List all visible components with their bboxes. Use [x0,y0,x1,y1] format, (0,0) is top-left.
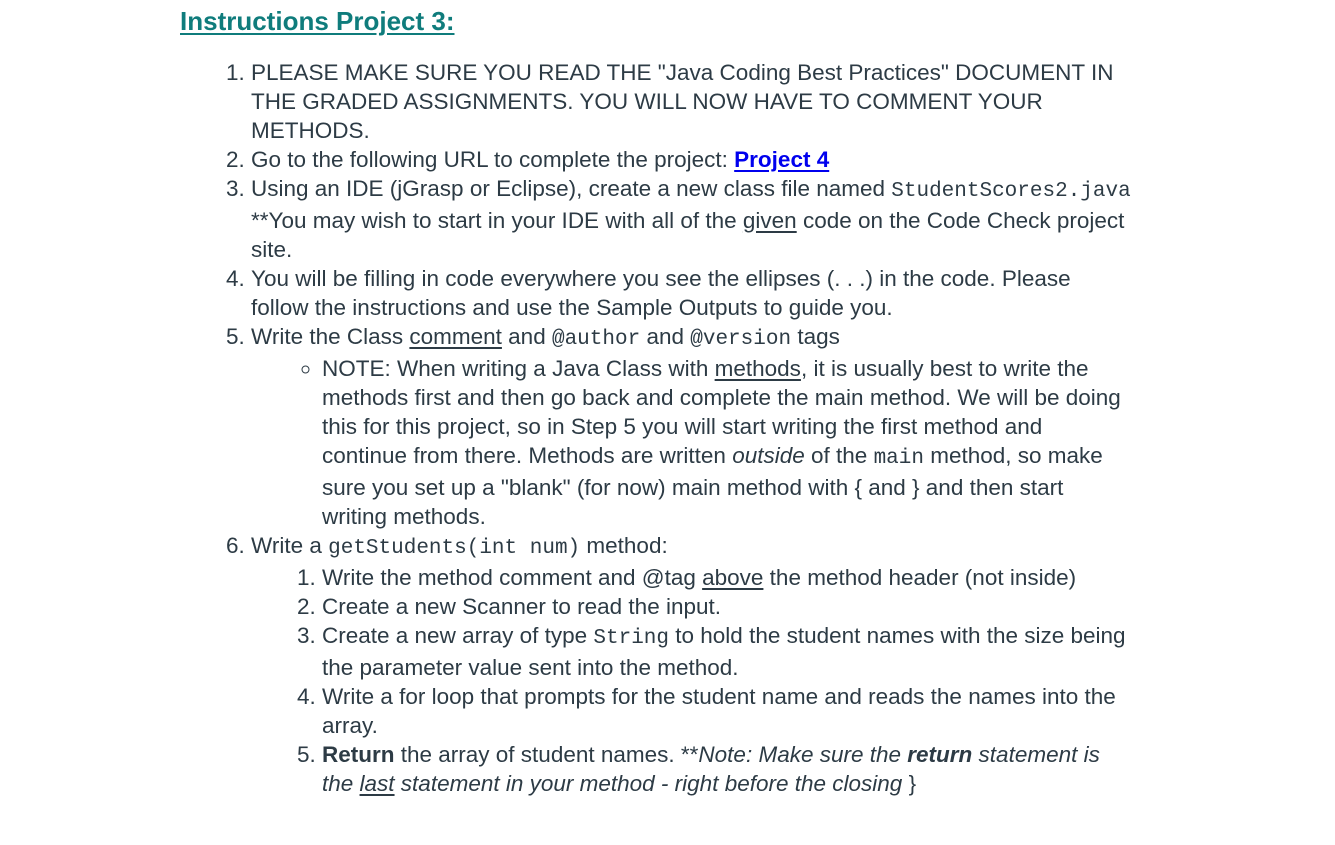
step-5-notes [251,354,1131,531]
note-part-b: statement is the [322,742,1100,796]
version-tag-code: @version [690,328,792,351]
closing-brace: } [908,771,917,796]
page-title: Instructions Project 3: [180,6,455,36]
step-4-text: You will be filling in code everywhere you see the ellipses (. . .) in the code. Please follow the instructions and use the Sample Outputs to guide you. [251,266,1071,320]
step-1 [251,58,1131,145]
step-5-text-b: and [501,324,552,349]
substep-2 [322,592,1131,621]
methods-underlined: methods [714,356,801,381]
last-underlined: last [359,771,395,796]
substep-1-text-a: Write the method comment and @tag [322,565,703,590]
substep-3-text-a: Create a new array of type [322,623,594,648]
step-2 [251,145,1131,174]
return-keyword-bold: return [907,742,973,767]
step-1-text: PLEASE MAKE SURE YOU READ THE "Java Coding Best Practices" DOCUMENT IN THE GRADED ASSIGNMENTS. YOU WILL NOW HAVE TO COMMENT YOUR METHODS. [251,60,1114,143]
string-type-code: String [593,627,670,650]
note-text-a: NOTE: When writing a Java Class with [322,356,715,381]
project-4-link[interactable]: Project 4 [734,147,830,172]
author-tag-code: @author [551,328,641,351]
note-part-c: statement in your method - right before the closing [394,771,903,796]
step-6-text-b: method: [580,533,668,558]
substep-5 [322,740,1131,798]
step-5 [251,322,1131,531]
step-5-note [322,354,1131,531]
outside-italic: outside [732,443,805,468]
main-code: main [873,447,924,470]
note-text-d: method, so make sure you set up a "blank" (for now) main method with { and } and then start writing methods. [322,443,1103,529]
step-6-text-a: Write a [251,533,329,558]
step-3 [251,174,1131,264]
file-name-code: StudentScores2.java [891,180,1131,203]
return-bold: Return [322,742,395,767]
substep-3-text-b: to hold the student names with the size being the parameter value sent into the method. [322,623,1126,680]
note-text-b: , it is usually best to write the methods first and then go back and complete the main method. We will be doing this for this project, so in Step 5 you will start writing the first method and continue from there. Methods are written [322,356,1121,468]
comment-underlined: comment [409,324,502,349]
step-6 [251,531,1131,798]
note-part-a: Note: Make sure the [698,742,908,767]
step-3-text-c: code on the Code Check project site. [251,208,1125,262]
substep-1-text-b: the method header (not inside) [763,565,1077,590]
step-5-text-d: tags [791,324,840,349]
steps-list [220,58,1131,798]
method-signature-code: getStudents(int num) [328,537,581,560]
step-3-text-a: Using an IDE (jGrasp or Eclipse), create a new class file named [251,176,892,201]
above-underlined: above [702,565,764,590]
step-4 [251,264,1131,322]
substep-4-text: Write a for loop that prompts for the student name and reads the names into the array. [322,684,1116,738]
substep-3 [322,621,1131,682]
substep-4 [322,682,1131,740]
given-underlined: given [742,208,797,233]
substep-1 [322,563,1131,592]
substep-2-text: Create a new Scanner to read the input. [322,594,722,619]
step-6-substeps [251,563,1131,798]
substep-5-text-a: the array of student names. ** [394,742,699,767]
step-5-text-c: and [640,324,691,349]
note-text-c: of the [804,443,874,468]
step-3-text-b: **You may wish to start in your IDE with all of the [251,208,743,233]
step-5-text-a: Write the Class [251,324,410,349]
step-2-text: Go to the following URL to complete the project: [251,147,735,172]
